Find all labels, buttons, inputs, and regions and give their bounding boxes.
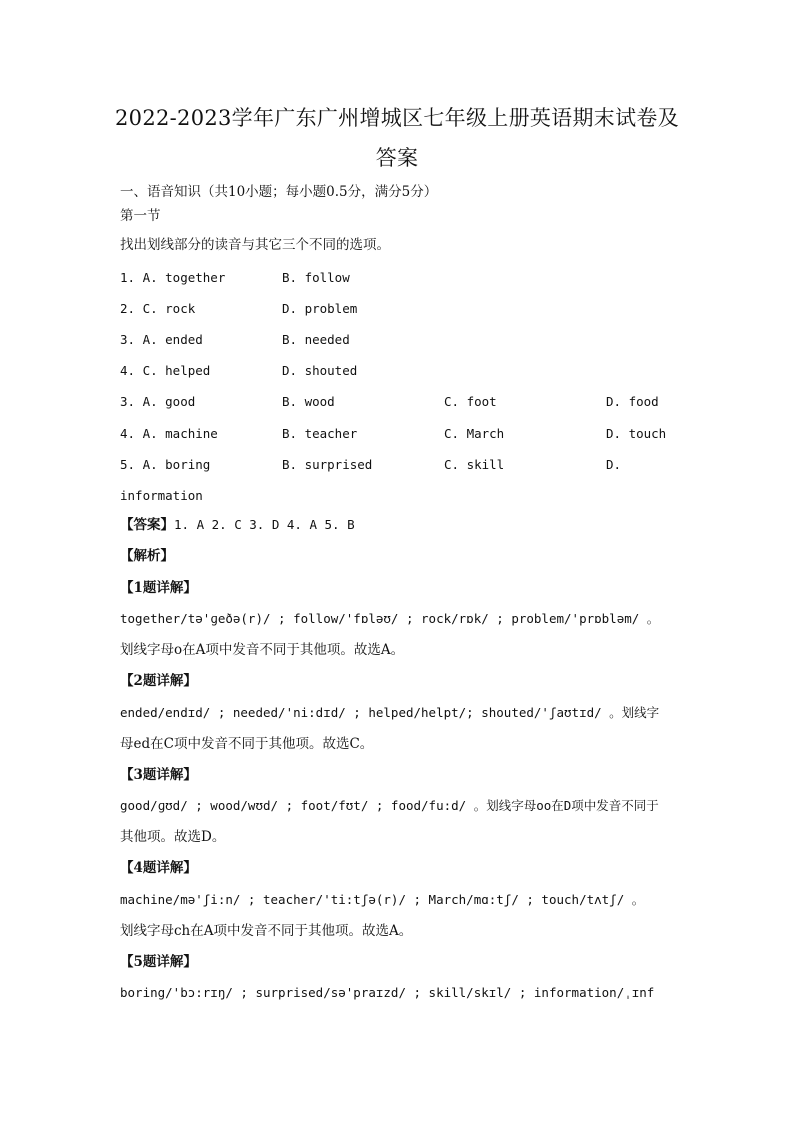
answer-label: 【答案】 xyxy=(120,517,174,533)
section-heading: 一、语音知识（共10小题；每小题0.5分，满分5分） xyxy=(120,184,438,200)
analysis-label: 【解析】 xyxy=(120,548,174,564)
option-cell: B. surprised xyxy=(282,457,373,472)
option-cell: 4. C. helped xyxy=(120,363,211,378)
answer-text: 1. A 2. C 3. D 4. A 5. B xyxy=(174,517,355,532)
detail-text: ended/endɪd/ ; needed/'ni:dɪd/ ; helped/helpt/; shouted/'ʃaʊtɪd/ 。划线字 xyxy=(120,705,660,720)
option-cell: C. skill xyxy=(444,457,505,472)
instruction: 找出划线部分的读音与其它三个不同的选项。 xyxy=(120,237,390,253)
option-cell: B. wood xyxy=(282,394,335,409)
detail-text: 母ed在C项中发音不同于其他项。故选C。 xyxy=(120,736,374,752)
option-cell: 3. A. good xyxy=(120,394,196,409)
option-cell: B. needed xyxy=(282,332,350,347)
option-cell: 4. A. machine xyxy=(120,426,218,441)
option-cell: B. follow xyxy=(282,270,350,285)
detail-text: 划线字母o在A项中发音不同于其他项。故选A。 xyxy=(120,642,405,658)
part-label: 第一节 xyxy=(120,208,161,224)
detail-heading-1: 【1题详解】 xyxy=(120,580,197,596)
option-cell: 5. A. boring xyxy=(120,457,211,472)
option-cell: D. shouted xyxy=(282,363,358,378)
option-cell: D. problem xyxy=(282,301,358,316)
option-cell: 3. A. ended xyxy=(120,332,203,347)
overflow-option-text: information xyxy=(120,488,203,503)
option-cell: D. touch xyxy=(606,426,667,441)
detail-text: together/tə'ɡeðə(r)/ ; follow/'fɒləʊ/ ; rock/rɒk/ ; problem/'prɒbləm/ 。 xyxy=(120,611,660,626)
detail-heading-3: 【3题详解】 xyxy=(120,767,197,783)
option-cell: B. teacher xyxy=(282,426,358,441)
document-title-line-1: 2022-2023学年广东广州增城区七年级上册英语期末试卷及 xyxy=(115,106,679,130)
option-cell: D. food xyxy=(606,394,659,409)
option-cell: D. xyxy=(606,457,622,472)
detail-text: 其他项。故选D。 xyxy=(120,829,226,845)
detail-heading-4: 【4题详解】 xyxy=(120,860,197,876)
option-cell: C. foot xyxy=(444,394,497,409)
detail-text: boring/'bɔ:rɪŋ/ ; surprised/sə'praɪzd/ ; skill/skɪl/ ; information/ˌɪnf xyxy=(120,985,655,1000)
option-cell: 1. A. together xyxy=(120,270,226,285)
detail-heading-2: 【2题详解】 xyxy=(120,673,197,689)
document-title-line-2: 答案 xyxy=(375,146,419,170)
detail-heading-5: 【5题详解】 xyxy=(120,954,197,970)
detail-text: 划线字母ch在A项中发音不同于其他项。故选A。 xyxy=(120,923,413,939)
option-cell: C. March xyxy=(444,426,505,441)
detail-text: machine/mə'ʃi:n/ ; teacher/'ti:tʃə(r)/ ; March/mɑ:tʃ/ ; touch/tʌtʃ/ 。 xyxy=(120,892,645,907)
answer-line xyxy=(120,515,355,535)
option-cell: 2. C. rock xyxy=(120,301,196,316)
detail-text: good/ɡʊd/ ; wood/wʊd/ ; foot/fʊt/ ; food/fu:d/ 。划线字母oo在D项中发音不同于 xyxy=(120,798,659,813)
